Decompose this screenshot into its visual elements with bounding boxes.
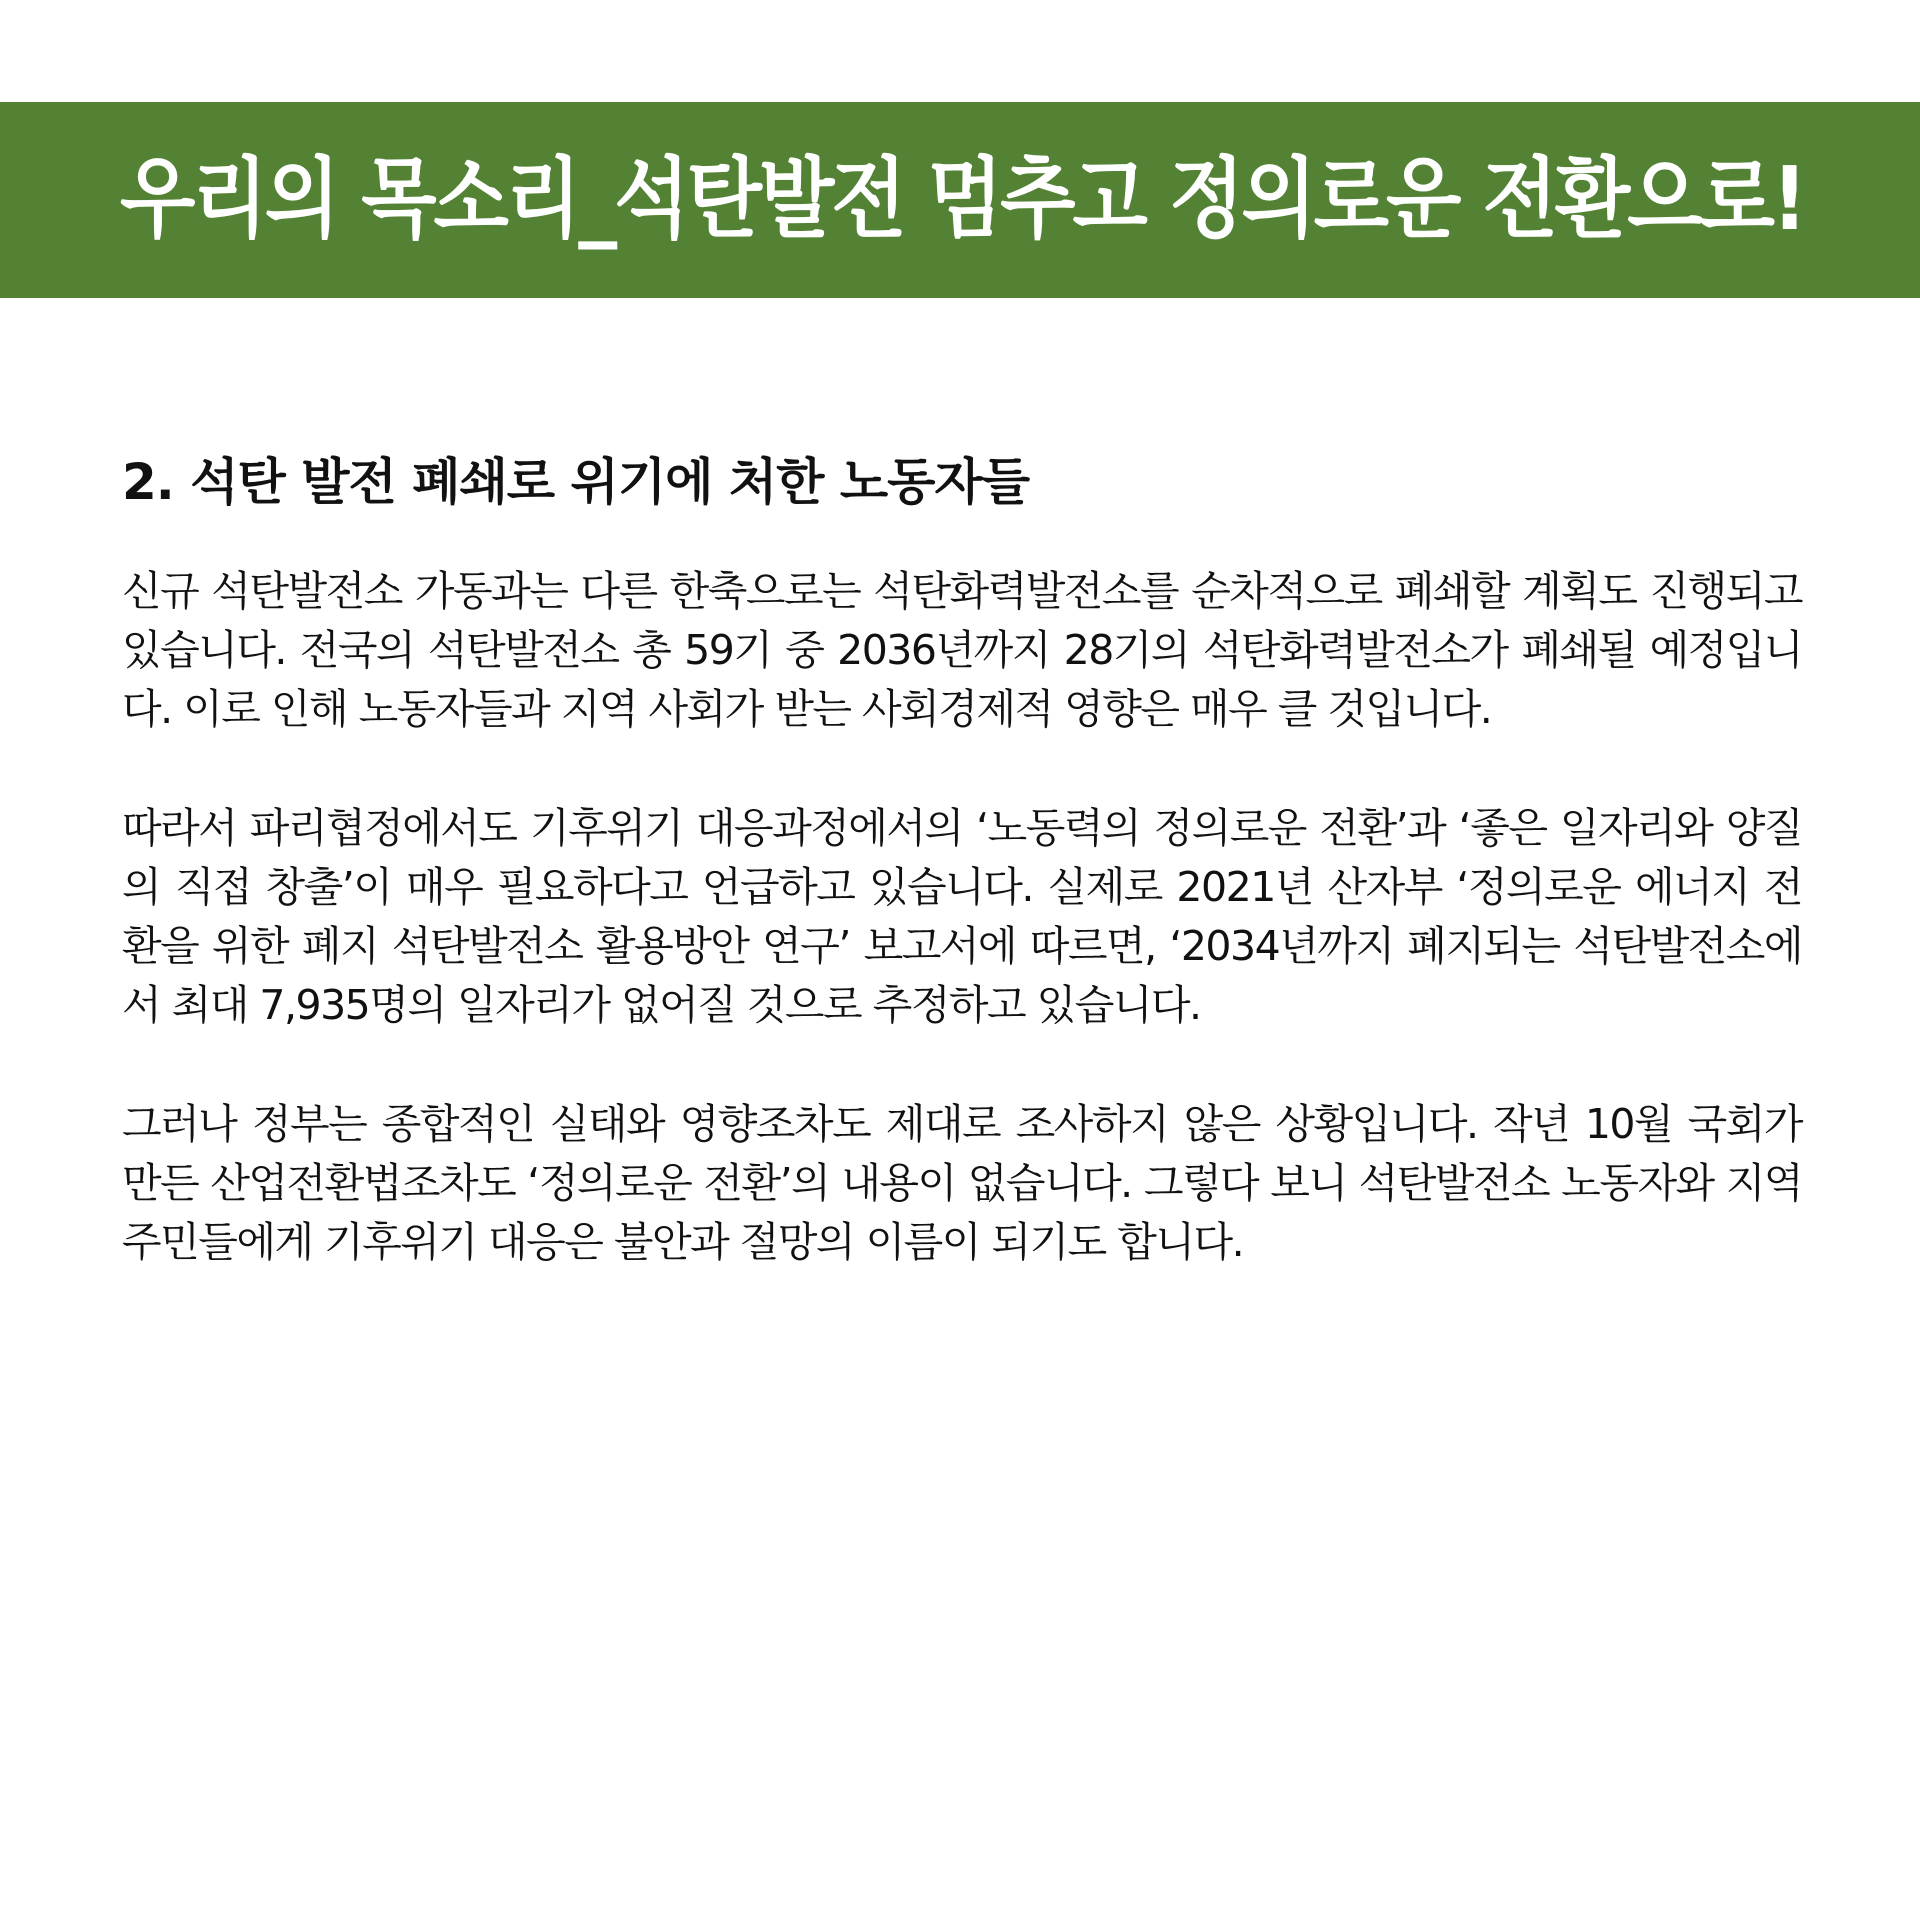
paragraph-government-response: 그러나 정부는 종합적인 실태와 영향조차도 제대로 조사하지 않은 상황입니다. 작년 10월 국회가 만든 산업전환법조차도 ‘정의로운 전환’의 내용이 없습니다. 그렇다 보니 석탄발전소 노동자와 지역 주민들에게 기후위기 대응은 불안과 절망의 이름이 되기도 합니다. <box>122 1100 1802 1266</box>
title-banner <box>0 102 1920 298</box>
main-content <box>122 452 1802 1332</box>
paragraph-job-losses: 따라서 파리협정에서도 기후위기 대응과정에서의 ‘노동력의 정의로운 전환’과 ‘좋은 일자리와 양질의 직접 창출’이 매우 필요하다고 언급하고 있습니다. 실제로 2021년 산자부 ‘정의로운 에너지 전환을 위한 폐지 석탄발전소 활용방안 연구’ 보고서에 따르면, ‘2034년까지 폐지되는 석탄발전소에서 최대 7,935명의 일자리가 없어질 것으로 추정하고 있습니다. <box>122 804 1802 1029</box>
page-title: 우리의 목소리_석탄발전 멈추고 정의로운 전환으로! <box>120 149 1805 251</box>
section-heading: 2. 석탄 발전 폐쇄로 위기에 처한 노동자들 <box>122 453 1030 511</box>
paragraph-coal-plant-closures: 신규 석탄발전소 가동과는 다른 한축으로는 석탄화력발전소를 순차적으로 폐쇄할 계획도 진행되고 있습니다. 전국의 석탄발전소 총 59기 중 2036년까지 28기의 석탄화력발전소가 폐쇄될 예정입니다. 이로 인해 노동자들과 지역 사회가 받는 사회경제적 영향은 매우 클 것입니다. <box>122 567 1802 733</box>
